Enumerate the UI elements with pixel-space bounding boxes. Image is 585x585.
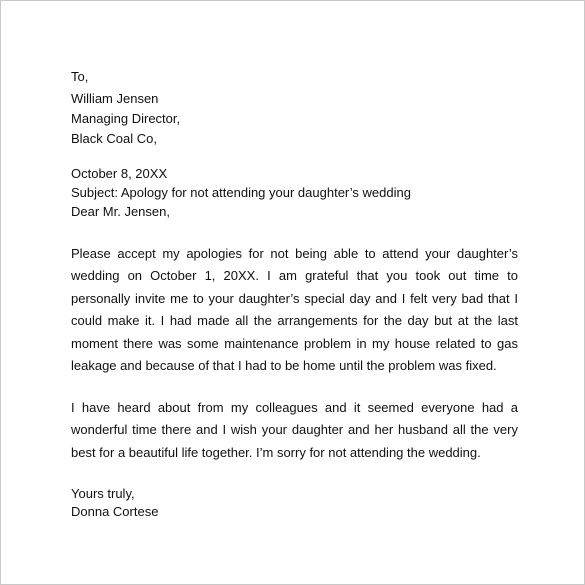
letter-date: October 8, 20XX	[71, 166, 168, 181]
body-paragraph-1: Please accept my apologies for not being able to attend your daughter’s wedding on October 1, 20XX. I am grateful that you took out time to personally invite me to your daughter’s special day and I felt very bad that I could make it. I had made all the arrangements for the day but at the last moment there was some maintenance problem in my house related to gas leakage and because of that I had to be home until the problem was fixed.	[71, 246, 518, 374]
letter-closing: Yours truly,	[71, 486, 135, 501]
recipient-name: William Jensen	[71, 91, 159, 106]
recipient-company: Black Coal Co,	[71, 131, 157, 146]
body-paragraph-2: I have heard about from my colleagues and it seemed everyone had a wonderful time there and I wish your daughter and her husband all the very best for a beautiful life together. I’m sorry for not attending the wedding.	[71, 400, 518, 460]
recipient-title: Managing Director,	[71, 111, 181, 126]
to-line: To,	[71, 69, 89, 84]
signature-name: Donna Cortese	[71, 504, 159, 519]
letter-greeting: Dear Mr. Jensen,	[71, 204, 170, 219]
letter-subject: Subject: Apology for not attending your daughter’s wedding	[71, 185, 411, 200]
